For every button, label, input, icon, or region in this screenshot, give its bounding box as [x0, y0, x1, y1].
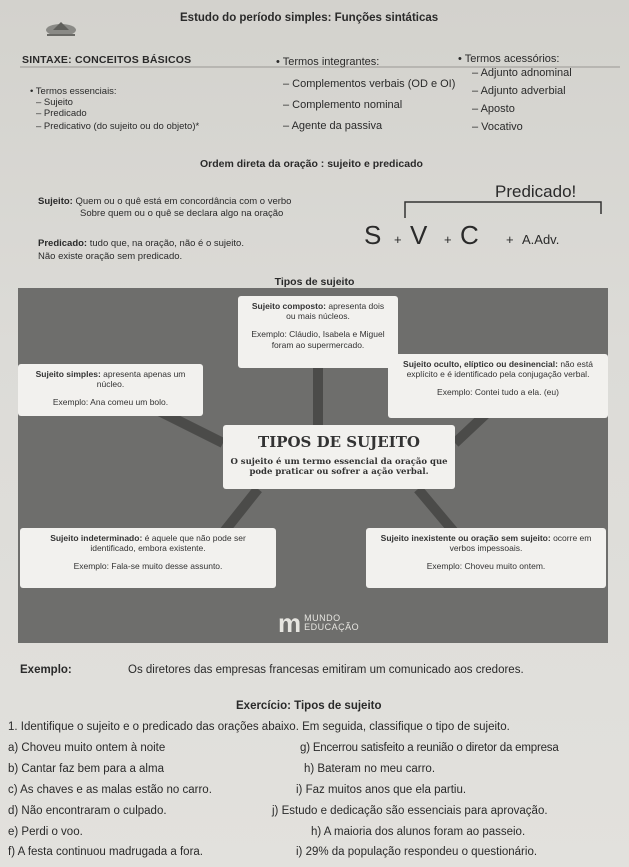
predicate-label: Predicado: [38, 238, 88, 249]
integrant-title-text: Termos integrantes: [282, 56, 380, 68]
center-subtitle: O sujeito é um termo essencial da oração que pode praticar ou sofrer a ação verbal. [230, 457, 448, 478]
subject-label: Sujeito: [38, 196, 73, 207]
card-definition: apresenta apenas um núcleo. [96, 369, 186, 390]
subject-types-infographic [18, 288, 608, 643]
essential-terms-title: • Termos essenciais: [30, 86, 117, 97]
card-example: Exemplo: Choveu muito ontem. [426, 561, 546, 572]
exercise-item: a) Choveu muito ontem à noite [8, 742, 166, 754]
card-title: Sujeito indeterminado: [50, 533, 143, 543]
accessory-title-text: Termos acessórios: [464, 53, 560, 65]
example-sentence: Os diretores das empresas francesas emitiram um comunicado aos credores. [128, 664, 524, 676]
accessory-item: – Adjunto adverbial [472, 85, 566, 97]
exercise-item: b) Cantar faz bem para a alma [8, 763, 164, 775]
exercise-item: f) A festa continuou madrugada a fora. [8, 846, 203, 858]
center-title: TIPOS DE SUJEITO [258, 433, 420, 451]
logo-line-1: MUNDO [304, 613, 341, 623]
formula-plus: + [506, 232, 514, 247]
formula-plus: + [444, 232, 452, 247]
formula-complement: C [460, 220, 479, 250]
exercise-item: c) As chaves e as malas estão no carro. [8, 784, 212, 796]
predicado-label: Predicado! [495, 182, 577, 201]
exercise-item: i) 29% da população respondeu o questionário. [296, 846, 538, 858]
exercise-item: e) Perdi o voo. [8, 826, 83, 838]
accessory-item: – Aposto [472, 103, 515, 115]
card-title: Sujeito composto: [251, 301, 326, 311]
exercise-item: h) Bateram no meu carro. [304, 763, 436, 775]
card-definition: não está explícito e é identificado pela conjugação verbal. [406, 359, 593, 380]
card-sujeito-composto [238, 296, 398, 368]
essential-item: – Predicado [36, 108, 87, 119]
predicate-definition-2: Não existe oração sem predicado. [38, 251, 183, 262]
mundo-educacao-logo [278, 610, 359, 636]
card-example: Exemplo: Fala-se muito desse assunto. [73, 561, 223, 572]
logo-line-2: EDUCAÇÃO [304, 622, 360, 632]
exercise-item: i) Faz muitos anos que ela partiu. [296, 784, 467, 796]
subject-definition-1 [38, 196, 291, 207]
card-sujeito-oculto [388, 354, 608, 418]
exercise-item: h) A maioria dos alunos foram ao passeio. [311, 826, 526, 838]
integrant-item: – Agente da passiva [283, 120, 383, 132]
essential-item: – Predicativo (do sujeito ou do objeto)* [36, 121, 200, 132]
exercise-item: g) Encerrou satisfeito a reunião o diretor da empresa [300, 742, 559, 754]
accessory-item: – Adjunto adnominal [472, 67, 572, 79]
school-logo-icon [44, 18, 78, 38]
syntax-heading: SINTAXE: CONCEITOS BÁSICOS [22, 54, 192, 66]
card-title: Sujeito oculto, elíptico ou desinencial: [403, 359, 558, 369]
integrant-item: – Complementos verbais (OD e OI) [283, 78, 456, 90]
exercise-item: d) Não encontraram o culpado. [8, 805, 167, 817]
infographic-title: Tipos de sujeito [274, 276, 355, 288]
formula-subject: S [364, 220, 382, 250]
accessory-terms-title: • Termos acessórios: [458, 53, 560, 65]
exercise-item: j) Estudo e dedicação são essenciais para aprovação. [272, 805, 548, 817]
card-example: Exemplo: Contei tudo a ela. (eu) [437, 387, 559, 398]
predicate-def-text: tudo que, na oração, não é o sujeito. [89, 238, 244, 249]
card-definition: ocorre em verbos impessoais. [449, 533, 592, 554]
predicate-definition-1 [38, 238, 244, 249]
card-title: Sujeito simples: [35, 369, 101, 379]
accessory-item: – Vocativo [472, 121, 523, 133]
integrant-item: – Complemento nominal [283, 99, 403, 111]
card-example: Exemplo: Cláudio, Isabela e Miguel foram ao supermercado. [251, 329, 385, 350]
example-label: Exemplo: [20, 664, 72, 676]
subject-def-text: Quem ou o quê está em concordância com o verbo [75, 196, 292, 207]
center-box [223, 425, 455, 489]
card-sujeito-simples [18, 364, 203, 416]
card-title: Sujeito inexistente ou oração sem sujeito: [380, 533, 551, 543]
card-definition: é aquele que não pode ser identificado, embora existente. [90, 533, 246, 554]
order-heading: Ordem direta da oração : sujeito e predicado [200, 158, 423, 170]
logo-mark-icon: m [278, 608, 302, 638]
formula-plus: + [394, 232, 402, 247]
formula-verb: V [410, 220, 428, 250]
subject-definition-2: Sobre quem ou o quê se declara algo na oração [80, 208, 284, 219]
integrant-terms-title: • Termos integrantes: [276, 56, 380, 68]
formula-adverbial: A.Adv. [522, 232, 560, 247]
card-sujeito-inexistente [366, 528, 606, 588]
card-definition: apresenta dois ou mais núcleos. [286, 301, 385, 322]
exercise-instruction: 1. Identifique o sujeito e o predicado das orações abaixo. Em seguida, classifique o tipo de sujeito. [8, 721, 510, 733]
page-title: Estudo do período simples: Funções sintáticas [180, 12, 439, 24]
card-sujeito-indeterminado [20, 528, 276, 588]
essential-title-text: Termos essenciais: [35, 86, 117, 97]
predicate-bracket [403, 200, 605, 220]
exercise-title: Exercício: Tipos de sujeito [236, 700, 382, 712]
card-example: Exemplo: Ana comeu um bolo. [52, 397, 169, 408]
essential-item: – Sujeito [36, 97, 73, 108]
